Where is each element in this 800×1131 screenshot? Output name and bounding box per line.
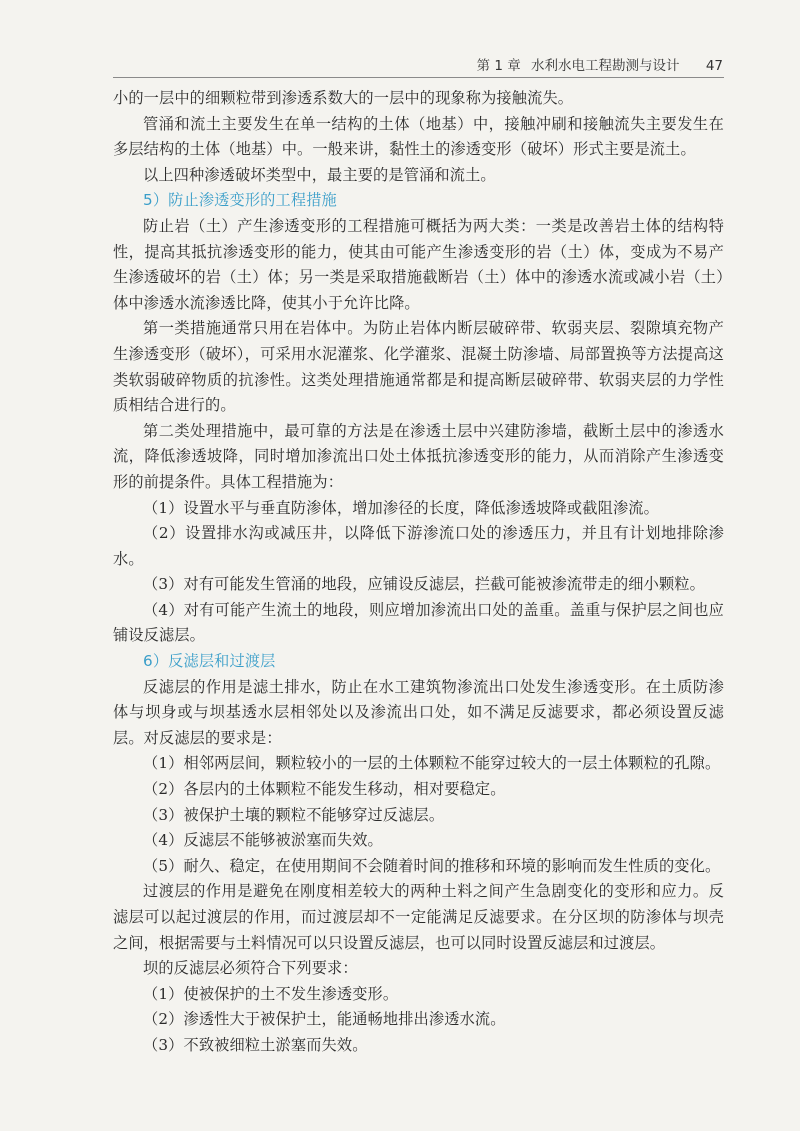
page-number: 47 <box>705 58 723 74</box>
paragraph-continuation: 小的一层中的细颗粒带到渗透系数大的一层中的现象称为接触流失。 <box>113 89 574 107</box>
list-item: （5）耐久、稳定，在使用期间不会随着时间的推移和环境的影响而发生性质的变化。 <box>143 856 721 875</box>
page-header <box>0 0 800 80</box>
header-divider <box>113 77 724 78</box>
chapter-label: 第 1 章 <box>476 58 521 74</box>
section-heading-filter-layer: 6）反滤层和过渡层 <box>143 652 276 671</box>
list-item: （3）不致被细粒土淤塞而失效。 <box>143 1035 368 1054</box>
page-body <box>113 86 724 1059</box>
list-item: （4）反滤层不能够被淤塞而失效。 <box>143 831 383 850</box>
list-item: （1）使被保护的土不发生渗透变形。 <box>143 984 399 1003</box>
list-item: （2）设置排水沟或减压井，以降低下游渗流口处的渗透压力，并且有计划地排除渗水。 <box>113 524 724 568</box>
list-item: （1）设置水平与垂直防渗体，增加渗径的长度，降低渗透坡降或截阻渗流。 <box>143 498 659 517</box>
paragraph-main-types: 以上四种渗透破坏类型中，最主要的是管涌和流土。 <box>143 165 496 184</box>
paragraph-dam-filter-requirements: 坝的反滤层必须符合下列要求： <box>143 959 358 978</box>
paragraph-transition-layer: 过渡层的作用是避免在刚度相差较大的两种土料之间产生急剧变化的变形和应力。反滤层可以起过渡层的作用，而过渡层却不一定能满足反滤要求。在分区坝的防渗体与坝壳之间，根据需要与土料情况可以只设置反滤层，也可以同时设置反滤层和过渡层。 <box>113 882 724 952</box>
list-item: （3）对有可能发生管涌的地段，应铺设反滤层，拦截可能被渗流带走的细小颗粒。 <box>143 575 705 594</box>
paragraph-second-category: 第二类处理措施中，最可靠的方法是在渗透土层中兴建防渗墙，截断土层中的渗透水流，降低渗透坡降，同时增加渗流出口处土体抵抗渗透变形的能力，从而消除产生渗透变形的前提条件。具体工程措施为： <box>113 421 724 491</box>
list-item: （4）对有可能产生流土的地段，则应增加渗流出口处的盖重。盖重与保护层之间也应铺设反滤层。 <box>113 600 724 645</box>
paragraph-first-category: 第一类措施通常只用在岩体中。为防止岩体内断层破碎带、软弱夹层、裂隙填充物产生渗透变形（破坏），可采用水泥灌浆、化学灌浆、混凝土防渗墙、局部置换等方法提高这类软弱破碎物质的抗渗性。这类处理措施通常都是和提高断层破碎带、软弱夹层的力学性质相结合进行的。 <box>113 319 724 415</box>
paragraph-filter-function: 反滤层的作用是滤土排水，防止在水工建筑物渗流出口处发生渗透变形。在土质防渗体与坝身或与坝基透水层相邻处以及渗流出口处，如不满足反滤要求，都必须设置反滤层。对反滤层的要求是： <box>113 677 724 747</box>
paragraph-prevention-overview: 防止岩（土）产生渗透变形的工程措施可概括为两大类：一类是改善岩土体的结构特性，提高其抵抗渗透变形的能力，使其由可能产生渗透变形的岩（土）体，变成为不易产生渗透破坏的岩（土）体；另一类是采取措施截断岩（土）体中的渗透水流或减小岩（土）体中渗透水流渗透比降，使其小于允许比降。 <box>113 216 724 312</box>
list-item: （3）被保护土壤的颗粒不能够穿过反滤层。 <box>143 805 445 824</box>
list-item: （1）相邻两层间，颗粒较小的一层的土体颗粒不能穿过较大的一层土体颗粒的孔隙。 <box>143 754 721 773</box>
list-item: （2）渗透性大于被保护土，能通畅地排出渗透水流。 <box>143 1010 506 1029</box>
book-title: 水利水电工程勘测与设计 <box>531 58 680 74</box>
list-item: （2）各层内的土体颗粒不能发生移动，相对要稳定。 <box>143 780 506 799</box>
running-head <box>477 54 723 74</box>
paragraph-piping-soil-flow: 管涌和流土主要发生在单一结构的土体（地基）中，接触冲刷和接触流失主要发生在多层结构的土体（地基）中。一般来讲，黏性土的渗透变形（破坏）形式主要是流土。 <box>113 114 724 159</box>
section-heading-prevention: 5）防止渗透变形的工程措施 <box>143 191 337 210</box>
